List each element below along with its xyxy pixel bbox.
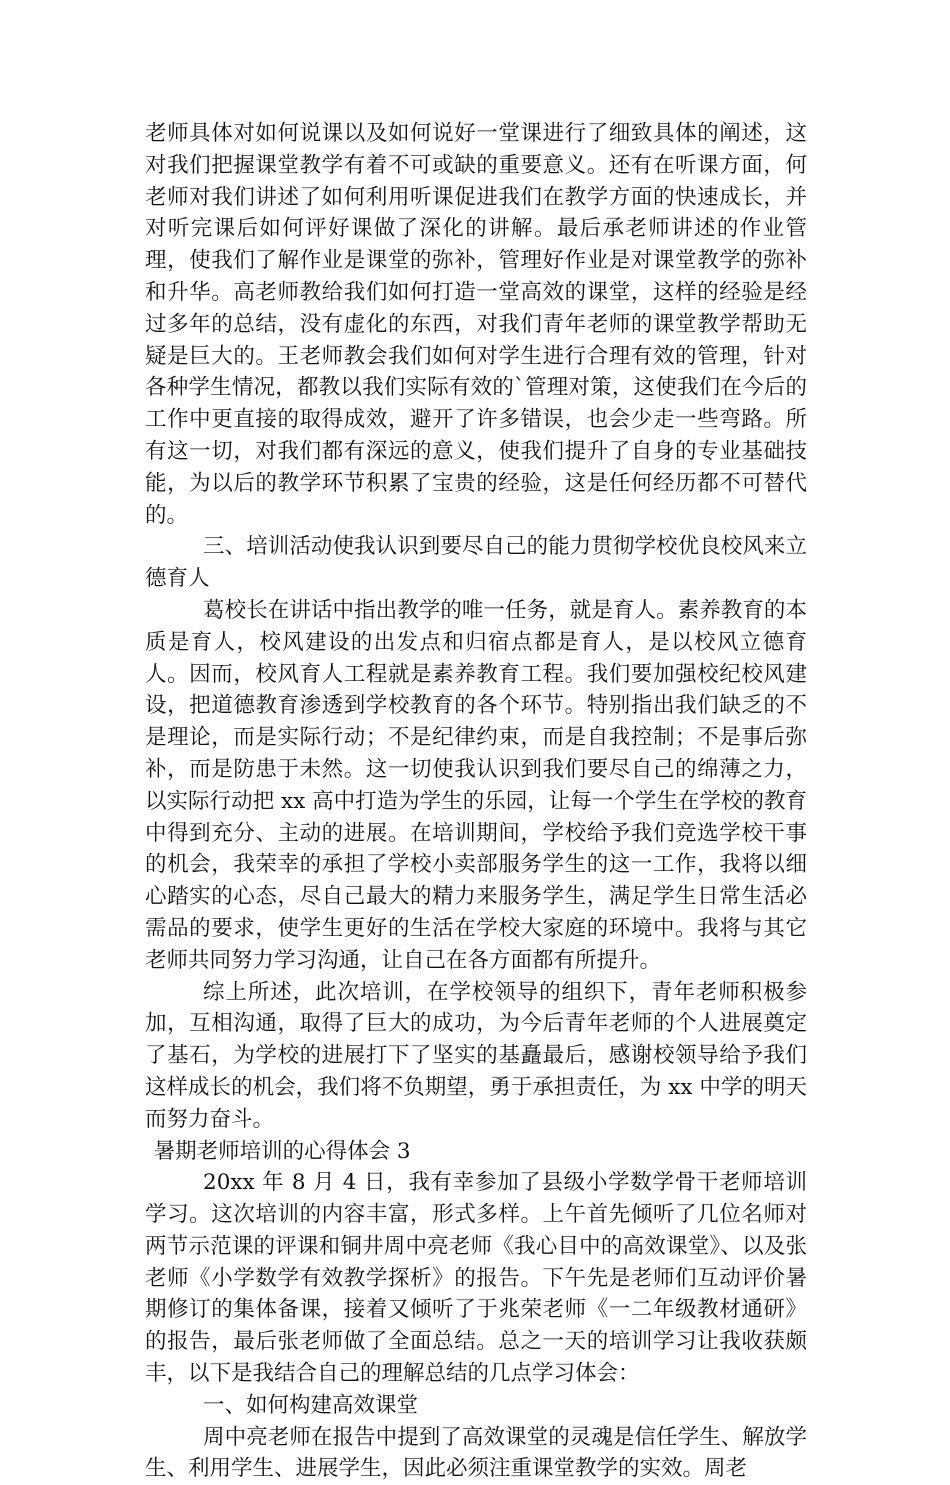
section-heading-1: 一、如何构建高效课堂 <box>203 1392 419 1418</box>
section-heading-3: 三、培训活动使我认识到要尽自己的能力贯彻学校优良校风来立德育人 <box>145 534 807 592</box>
paragraph-body-3: 周中亮老师在报告中提到了高效课堂的灵魂是信任学生、解放学生、利用学生、进展学生，因此必须注重课堂教学的实效。周老 <box>145 1424 807 1482</box>
paragraph-body-2: 葛校长在讲话中指出教学的唯一任务，就是育人。素养教育的本质是育人，校风建设的出发点和归宿点都是育人，是以校风立德育人。因而，校风育人工程就是素养教育工程。我们要加强校纪校风建设，把道德教育渗透到学校教育的各个环节。特别指出我们缺乏的不是理论，而是实际行动；不是纪律约束，而是自我控制；不是事后弥补，而是防患于未然。这一切使我认识到我们要尽自己的绵薄之力，以实际行动把 xx 高中打造为学生的乐园，让每一个学生在学校的教育中得到充分、主动的进展。在培训期间，学校给予我们竞选学校干事的机会，我荣幸的承担了学校小卖部服务学生的这一工作，我将以细心踏实的心态，尽自己最大的精力来服务学生，满足学生日常生活必需品的要求，使学生更好的生活在学校大家庭的环境中。我将与其它老师共同努力学习沟通，让自己在各方面都有所提升。 <box>145 597 807 973</box>
document-page <box>145 118 807 1485</box>
paragraph-summary: 综上所述，此次培训，在学校领导的组织下，青年老师积极参加，互相沟通，取得了巨大的成功，为今后青年老师的个人进展奠定了基石，为学校的进展打下了坚实的基矗最后，感谢校领导给予我们这样成长的机会，我们将不负期望，勇于承担责任，为 xx 中学的明天而努力奋斗。 <box>145 979 807 1132</box>
paragraph-body-1: 老师具体对如何说课以及如何说好一堂课进行了细致具体的阐述，这对我们把握课堂教学有着不可或缺的重要意义。还有在听课方面，何老师对我们讲述了如何利用听课促进我们在教学方面的快速成长，并对听完课后如何评好课做了深化的讲解。最后承老师讲述的作业管理，使我们了解作业是课堂的弥补，管理好作业是对课堂教学的弥补和升华。高老师教给我们如何打造一堂高效的课堂，这样的经验是经过多年的总结，没有虚化的东西，对我们青年老师的课堂教学帮助无疑是巨大的。王老师教会我们如何对学生进行合理有效的管理，针对各种学生情况，都教以我们实际有效的`管理对策，这使我们在今后的工作中更直接的取得成效，避开了许多错误，也会少走一些弯路。所有这一切，对我们都有深远的意义，使我们提升了自身的专业基础技能，为以后的教学环节积累了宝贵的经验，这是任何经历都不可替代的。 <box>145 121 807 528</box>
paragraph-intro: 20xx 年 8 月 4 日，我有幸参加了县级小学数学骨干老师培训学习。这次培训的内容丰富，形式多样。上午首先倾听了几位名师对两节示范课的评课和铜井周中亮老师《我心目中的高效课堂》、以及张老师《小学数学有效教学探析》的报告。下午先是老师们互动评价暑期修订的集体备课，接着又倾听了于兆荣老师《一二年级教材通研》的报告，最后张老师做了全面总结。总之一天的培训学习让我收获颇丰，以下是我结合自己的理解总结的几点学习体会： <box>145 1170 807 1387</box>
article-title-3: 暑期老师培训的心得体会 3 <box>153 1138 411 1164</box>
